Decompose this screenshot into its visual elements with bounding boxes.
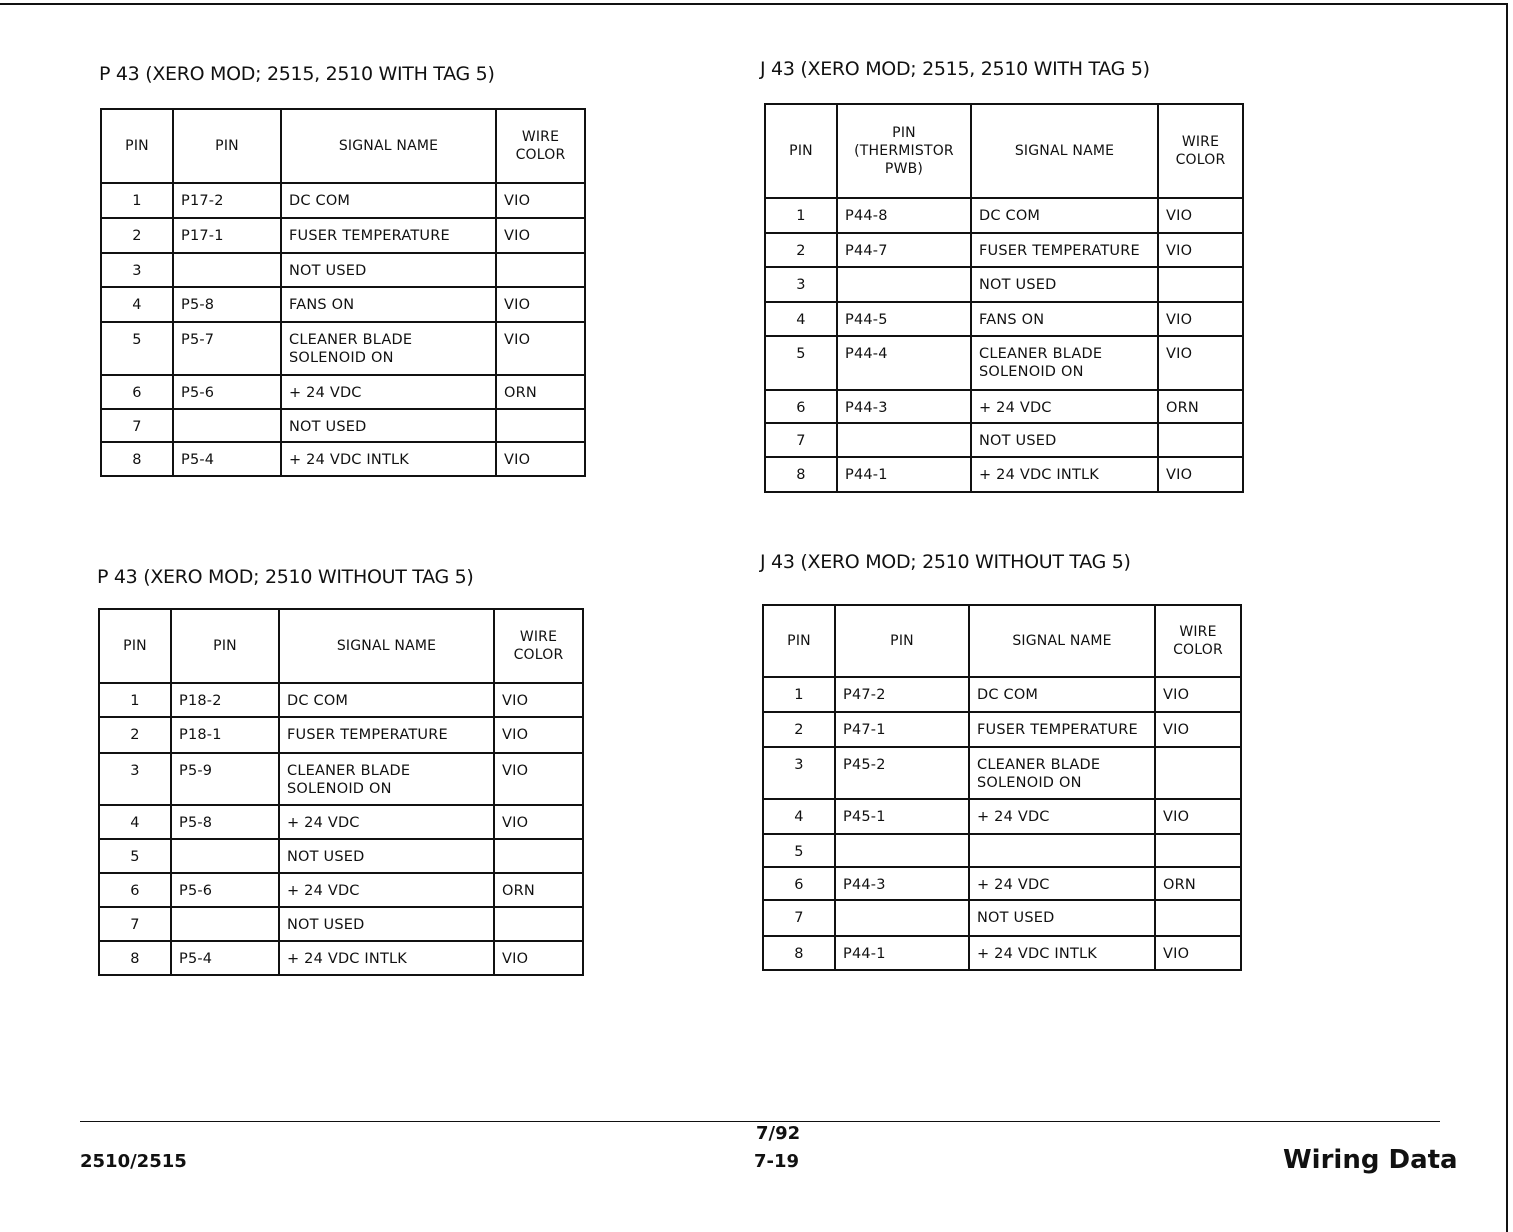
table-row xyxy=(765,457,1243,492)
wire-color-cell xyxy=(1155,747,1241,799)
connector-pin-cell xyxy=(173,409,281,442)
wire-color-header: WIRE COLOR xyxy=(1158,104,1243,198)
connector-pin-cell: P5-6 xyxy=(173,375,281,409)
signal-name-header: SIGNAL NAME xyxy=(281,109,496,183)
signal-name-cell: FUSER TEMPERATURE xyxy=(971,233,1158,267)
pin-header: PIN xyxy=(763,605,835,677)
pin-cell: 6 xyxy=(763,867,835,900)
wire-color-cell: VIO xyxy=(494,717,583,753)
wire-color-cell: VIO xyxy=(496,322,585,375)
table-row xyxy=(99,839,583,873)
signal-name-cell: NOT USED xyxy=(971,267,1158,302)
signal-name-cell: + 24 VDC xyxy=(279,873,494,907)
connector-pin-cell: P5-9 xyxy=(171,753,279,805)
connector-pin-cell xyxy=(837,267,971,302)
connector-pin-cell: P17-2 xyxy=(173,183,281,218)
table-row xyxy=(765,198,1243,233)
connector-pin-cell: P44-1 xyxy=(835,936,969,970)
table-row xyxy=(763,712,1241,747)
signal-name-cell: FANS ON xyxy=(281,287,496,322)
wire-color-header: WIRE COLOR xyxy=(1155,605,1241,677)
footer-date: 7/92 xyxy=(756,1123,801,1144)
pin-cell: 8 xyxy=(765,457,837,492)
table-title-p43-without-tag5: P 43 (XERO MOD; 2510 WITHOUT TAG 5) xyxy=(97,566,474,588)
signal-name-cell: NOT USED xyxy=(281,253,496,287)
pin-cell: 3 xyxy=(99,753,171,805)
pin-cell: 1 xyxy=(763,677,835,712)
pin-cell: 3 xyxy=(101,253,173,287)
page-border-top xyxy=(0,3,1508,5)
wire-color-cell: VIO xyxy=(494,805,583,839)
table-title-j43-without-tag5: J 43 (XERO MOD; 2510 WITHOUT TAG 5) xyxy=(760,551,1131,573)
wire-color-cell: VIO xyxy=(494,941,583,975)
footer-model: 2510/2515 xyxy=(80,1151,187,1172)
connector-pin-header: PIN xyxy=(835,605,969,677)
footer-rule xyxy=(80,1121,1440,1122)
connector-pin-cell: P5-8 xyxy=(173,287,281,322)
signal-name-cell: NOT USED xyxy=(279,839,494,873)
connector-pin-cell xyxy=(171,907,279,941)
signal-name-cell: NOT USED xyxy=(279,907,494,941)
connector-pin-cell: P5-4 xyxy=(171,941,279,975)
wire-color-cell: VIO xyxy=(496,183,585,218)
wire-color-cell: ORN xyxy=(496,375,585,409)
connector-pin-cell: P18-2 xyxy=(171,683,279,717)
pin-cell: 8 xyxy=(763,936,835,970)
table-title-j43-with-tag5: J 43 (XERO MOD; 2515, 2510 WITH TAG 5) xyxy=(760,58,1150,80)
table-row xyxy=(101,375,585,409)
wiring-table-j43-with-tag5 xyxy=(764,103,1244,493)
table-row xyxy=(763,936,1241,970)
signal-name-cell: NOT USED xyxy=(971,423,1158,457)
connector-pin-cell: P47-2 xyxy=(835,677,969,712)
pin-cell: 7 xyxy=(763,900,835,936)
wire-color-cell: VIO xyxy=(1158,233,1243,267)
wire-color-cell: VIO xyxy=(1155,936,1241,970)
wire-color-cell: VIO xyxy=(494,753,583,805)
header-row xyxy=(101,109,585,183)
table-row xyxy=(763,900,1241,936)
connector-pin-cell xyxy=(835,900,969,936)
signal-name-cell: + 24 VDC INTLK xyxy=(969,936,1155,970)
wire-color-cell xyxy=(496,253,585,287)
connector-pin-header: PIN xyxy=(173,109,281,183)
pin-cell: 4 xyxy=(763,799,835,834)
connector-pin-cell: P44-3 xyxy=(835,867,969,900)
signal-name-header: SIGNAL NAME xyxy=(279,609,494,683)
table-row xyxy=(99,907,583,941)
pin-cell: 4 xyxy=(99,805,171,839)
pin-header: PIN xyxy=(99,609,171,683)
connector-pin-cell: P5-4 xyxy=(173,442,281,476)
connector-pin-cell: P44-4 xyxy=(837,336,971,390)
signal-name-cell: + 24 VDC xyxy=(281,375,496,409)
table-row xyxy=(763,677,1241,712)
pin-header: PIN xyxy=(765,104,837,198)
pin-cell: 2 xyxy=(99,717,171,753)
connector-pin-header: PIN (THERMISTOR PWB) xyxy=(837,104,971,198)
table-row xyxy=(101,287,585,322)
pin-cell: 4 xyxy=(765,302,837,336)
signal-name-cell: DC COM xyxy=(969,677,1155,712)
pin-cell: 1 xyxy=(101,183,173,218)
wire-color-cell: VIO xyxy=(1158,457,1243,492)
pin-cell: 5 xyxy=(765,336,837,390)
signal-name-cell: CLEANER BLADE SOLENOID ON xyxy=(969,747,1155,799)
wire-color-cell xyxy=(494,839,583,873)
pin-cell: 5 xyxy=(101,322,173,375)
signal-name-cell: + 24 VDC INTLK xyxy=(971,457,1158,492)
connector-pin-cell: P44-8 xyxy=(837,198,971,233)
connector-pin-cell: P45-2 xyxy=(835,747,969,799)
connector-pin-header: PIN xyxy=(171,609,279,683)
wire-color-cell: VIO xyxy=(1158,336,1243,390)
pin-cell: 2 xyxy=(765,233,837,267)
connector-pin-cell xyxy=(171,839,279,873)
wire-color-cell xyxy=(496,409,585,442)
signal-name-cell: + 24 VDC INTLK xyxy=(279,941,494,975)
pin-cell: 5 xyxy=(99,839,171,873)
table-row xyxy=(765,233,1243,267)
connector-pin-cell: P18-1 xyxy=(171,717,279,753)
pin-cell: 6 xyxy=(101,375,173,409)
signal-name-cell: + 24 VDC xyxy=(969,799,1155,834)
pin-cell: 6 xyxy=(765,390,837,423)
table-row xyxy=(101,253,585,287)
signal-name-cell: NOT USED xyxy=(969,900,1155,936)
wire-color-header: WIRE COLOR xyxy=(496,109,585,183)
connector-pin-cell: P45-1 xyxy=(835,799,969,834)
wire-color-cell: VIO xyxy=(1155,799,1241,834)
pin-cell: 7 xyxy=(101,409,173,442)
table-row xyxy=(101,322,585,375)
signal-name-cell: + 24 VDC xyxy=(971,390,1158,423)
pin-cell: 5 xyxy=(763,834,835,867)
pin-cell: 6 xyxy=(99,873,171,907)
table-row xyxy=(101,409,585,442)
connector-pin-cell xyxy=(837,423,971,457)
wire-color-cell: ORN xyxy=(494,873,583,907)
wiring-table-p43-without-tag5 xyxy=(98,608,584,976)
wire-color-cell xyxy=(1155,900,1241,936)
pin-cell: 3 xyxy=(765,267,837,302)
signal-name-cell: NOT USED xyxy=(281,409,496,442)
signal-name-cell: FANS ON xyxy=(971,302,1158,336)
signal-name-header: SIGNAL NAME xyxy=(969,605,1155,677)
table-row xyxy=(99,683,583,717)
pin-cell: 8 xyxy=(99,941,171,975)
wire-color-cell: VIO xyxy=(496,218,585,253)
signal-name-header: SIGNAL NAME xyxy=(971,104,1158,198)
table-title-p43-with-tag5: P 43 (XERO MOD; 2515, 2510 WITH TAG 5) xyxy=(99,63,495,85)
signal-name-cell xyxy=(969,834,1155,867)
wire-color-cell: VIO xyxy=(1155,712,1241,747)
wiring-table-j43-without-tag5 xyxy=(762,604,1242,971)
connector-pin-cell: P5-8 xyxy=(171,805,279,839)
table-row xyxy=(763,799,1241,834)
wire-color-cell xyxy=(1155,834,1241,867)
connector-pin-cell: P47-1 xyxy=(835,712,969,747)
pin-cell: 1 xyxy=(99,683,171,717)
signal-name-cell: DC COM xyxy=(281,183,496,218)
signal-name-cell: CLEANER BLADE SOLENOID ON xyxy=(971,336,1158,390)
wire-color-cell xyxy=(494,907,583,941)
pin-cell: 8 xyxy=(101,442,173,476)
page-border-right xyxy=(1506,3,1508,1232)
header-row xyxy=(763,605,1241,677)
footer-section-title: Wiring Data xyxy=(1283,1145,1458,1175)
pin-header: PIN xyxy=(101,109,173,183)
signal-name-cell: CLEANER BLADE SOLENOID ON xyxy=(279,753,494,805)
table-row xyxy=(101,442,585,476)
header-row xyxy=(765,104,1243,198)
connector-pin-cell: P44-5 xyxy=(837,302,971,336)
pin-cell: 3 xyxy=(763,747,835,799)
table-row xyxy=(99,805,583,839)
connector-pin-cell: P44-7 xyxy=(837,233,971,267)
table-row xyxy=(765,423,1243,457)
table-row xyxy=(763,747,1241,799)
table-row xyxy=(99,753,583,805)
wire-color-cell: VIO xyxy=(494,683,583,717)
connector-pin-cell: P44-1 xyxy=(837,457,971,492)
signal-name-cell: CLEANER BLADE SOLENOID ON xyxy=(281,322,496,375)
connector-pin-cell xyxy=(173,253,281,287)
wire-color-cell: VIO xyxy=(1155,677,1241,712)
table-row xyxy=(99,873,583,907)
wire-color-cell: VIO xyxy=(1158,198,1243,233)
signal-name-cell: DC COM xyxy=(971,198,1158,233)
connector-pin-cell: P5-7 xyxy=(173,322,281,375)
table-row xyxy=(765,336,1243,390)
connector-pin-cell: P5-6 xyxy=(171,873,279,907)
signal-name-cell: FUSER TEMPERATURE xyxy=(969,712,1155,747)
wire-color-cell: VIO xyxy=(496,442,585,476)
table-row xyxy=(99,941,583,975)
table-row xyxy=(101,183,585,218)
footer-page-number: 7-19 xyxy=(754,1151,800,1172)
header-row xyxy=(99,609,583,683)
wire-color-cell xyxy=(1158,423,1243,457)
pin-cell: 7 xyxy=(765,423,837,457)
connector-pin-cell: P44-3 xyxy=(837,390,971,423)
pin-cell: 4 xyxy=(101,287,173,322)
table-row xyxy=(765,302,1243,336)
signal-name-cell: FUSER TEMPERATURE xyxy=(281,218,496,253)
wiring-table-p43-with-tag5 xyxy=(100,108,586,477)
signal-name-cell: + 24 VDC xyxy=(279,805,494,839)
wire-color-header: WIRE COLOR xyxy=(494,609,583,683)
pin-cell: 2 xyxy=(101,218,173,253)
pin-cell: 7 xyxy=(99,907,171,941)
signal-name-cell: FUSER TEMPERATURE xyxy=(279,717,494,753)
table-row xyxy=(763,834,1241,867)
wire-color-cell: VIO xyxy=(496,287,585,322)
table-row xyxy=(765,390,1243,423)
wire-color-cell: ORN xyxy=(1158,390,1243,423)
table-row xyxy=(99,717,583,753)
signal-name-cell: DC COM xyxy=(279,683,494,717)
connector-pin-cell xyxy=(835,834,969,867)
signal-name-cell: + 24 VDC xyxy=(969,867,1155,900)
signal-name-cell: + 24 VDC INTLK xyxy=(281,442,496,476)
pin-cell: 1 xyxy=(765,198,837,233)
wire-color-cell xyxy=(1158,267,1243,302)
connector-pin-cell: P17-1 xyxy=(173,218,281,253)
table-row xyxy=(101,218,585,253)
wire-color-cell: ORN xyxy=(1155,867,1241,900)
table-row xyxy=(763,867,1241,900)
table-row xyxy=(765,267,1243,302)
wire-color-cell: VIO xyxy=(1158,302,1243,336)
pin-cell: 2 xyxy=(763,712,835,747)
